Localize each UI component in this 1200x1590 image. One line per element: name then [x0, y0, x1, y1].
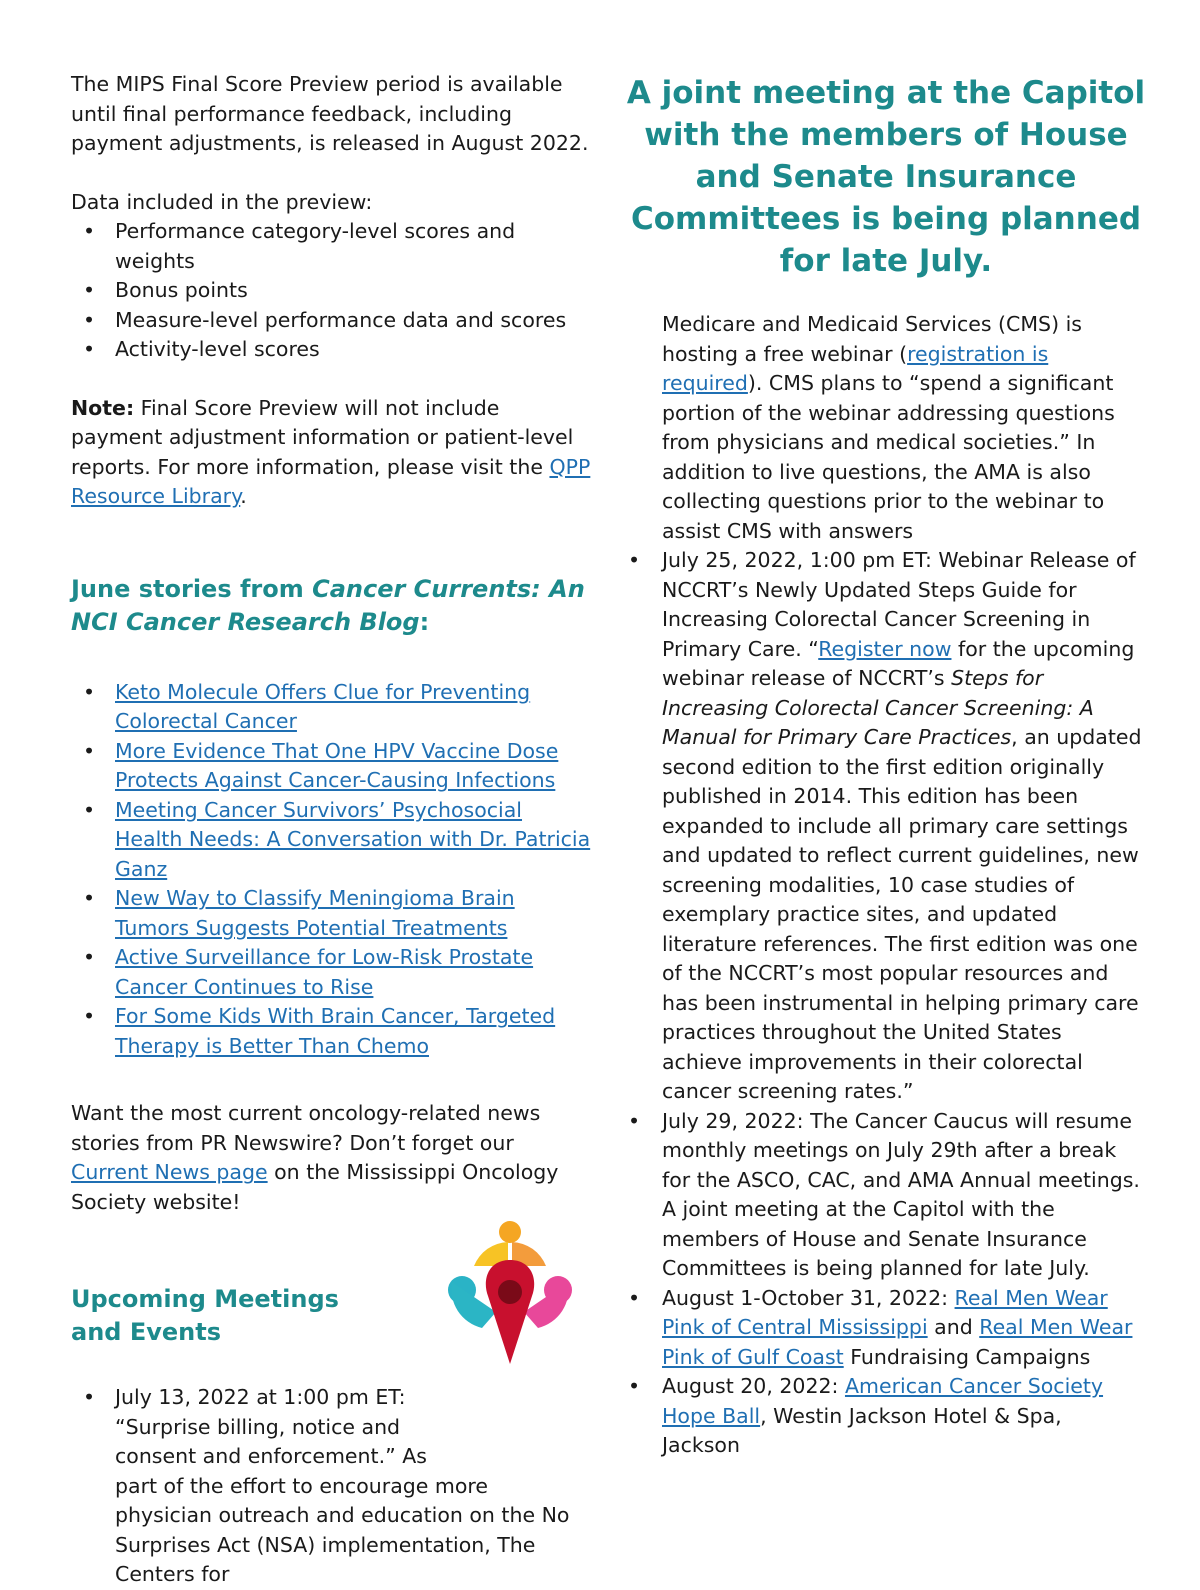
qpp-resource-library-link[interactable]: QPP Resource Library [71, 454, 591, 508]
list-item: • July 25, 2022, 1:00 pm ET: Webinar Release of NCCRT’s Newly Updated Steps Guide for Increasing Colorectal Cancer Screening in Primary Care. “Register now for the upcoming webinar release of NCCRT’s Steps for Increasing Colorectal Cancer Screening: A Manual for Primary Care Practices, an updated second edition to the first edition originally published in 2014. This edition has been expanded to include all primary care settings and updated to reflect current guidelines, new screening modalities, 10 case studies of exemplary practice sites, and updated literature references. The first edition was one of the NCCRT’s most popular resources and has been instrumental in helping primary care practices throughout the United States achieve improvements in their colorectal cancer screening rates.” [626, 546, 1146, 1107]
stories-list [71, 678, 591, 1062]
list-item: • Performance category-level scores and weights [71, 217, 591, 276]
cancer-currents-heading: June stories from Cancer Currents: An NCI Cancer Research Blog: [71, 574, 585, 636]
list-item [71, 1002, 591, 1061]
registration-link[interactable]: registration is required [662, 341, 1049, 395]
story-link-keto[interactable]: Keto Molecule Offers Clue for Preventing Colorectal Cancer [115, 679, 531, 733]
list-item: • Bonus points [71, 276, 591, 306]
list-item: • Activity-level scores [71, 335, 591, 365]
mips-list [71, 217, 591, 365]
meeting-item-july13: July 13, 2022 at 1:00 pm ET: “Surprise billing, notice and consent and enforcement.” As part of the effort to encourage more physician outreach and education on the No Surprises Act (NSA) implementation, The Centers for [115, 1385, 570, 1586]
list-item [71, 678, 591, 737]
webinar-continued: Medicare and Medicaid Services (CMS) is hosting a free webinar (registration is required). CMS plans to “spend a significant portion of the webinar addressing questions from physicians and medical societies.” In addition to live questions, the AMA is also collecting questions prior to the webinar to assist CMS with answers [662, 312, 1115, 543]
location-pin-people-icon [444, 1220, 576, 1370]
list-item [71, 737, 591, 796]
headline: A joint meeting at the Capitol with the members of House and Senate Insurance Committees is being planned for late July. [626, 75, 1146, 279]
mips-note: Note: Final Score Preview will not include payment adjustment information or patient-level reports. For more information, please visit the QPP Resource Library. [71, 395, 591, 508]
list-item: • August 20, 2022: American Cancer Society Hope Ball, Westin Jackson Hotel & Spa, Jackson [626, 1372, 1146, 1461]
story-link-meningioma[interactable]: New Way to Classify Meningioma Brain Tumors Suggests Potential Treatments [115, 886, 515, 940]
rmwp-central-ms-link[interactable]: Real Men Wear Pink of Central Mississippi [662, 1285, 1108, 1339]
story-link-hpv[interactable]: More Evidence That One HPV Vaccine Dose Protects Against Cancer-Causing Infections [115, 738, 559, 792]
news-paragraph: Want the most current oncology-related news stories from PR Newswire? Don’t forget our Current News page on the Mississippi Oncology Society website! [71, 1101, 559, 1214]
register-now-link[interactable]: Register now [818, 636, 952, 661]
story-link-prostate[interactable]: Active Surveillance for Low-Risk Prostate Cancer Continues to Rise [115, 945, 534, 999]
list-item [71, 943, 591, 1002]
list-item [71, 1383, 591, 1590]
mips-intro: The MIPS Final Score Preview period is available until final performance feedback, including payment adjustments, is released in August 2022. [71, 72, 589, 155]
story-link-brain[interactable]: For Some Kids With Brain Cancer, Targeted Therapy is Better Than Chemo [115, 1004, 556, 1058]
mips-data-heading: Data included in the preview: [71, 189, 373, 214]
meetings-list-right [626, 546, 1146, 1461]
rmwp-gulf-coast-link[interactable]: Real Men Wear Pink of Gulf Coast [662, 1315, 1133, 1369]
note-label: Note: [71, 395, 135, 420]
right-column [626, 72, 1146, 1461]
list-item: • July 29, 2022: The Cancer Caucus will resume monthly meetings on July 29th after a break for the ASCO, CAC, and AMA Annual meetings. A joint meeting at the Capitol with the members of House and Senate Insurance Committees is being planned for late July. [626, 1107, 1146, 1284]
list-item [71, 884, 591, 943]
current-news-page-link[interactable]: Current News page [71, 1160, 268, 1184]
story-link-survivors[interactable]: Meeting Cancer Survivors’ Psychosocial Health Needs: A Conversation with Dr. Patricia Ganz [115, 797, 591, 881]
list-item: • Measure-level performance data and scores [71, 306, 591, 336]
hope-ball-link[interactable]: American Cancer Society Hope Ball [662, 1374, 1104, 1428]
meetings-heading: Upcoming Meetings and Events [71, 1285, 339, 1346]
meetings-list-left [71, 1383, 591, 1590]
list-item [71, 796, 591, 885]
list-item: • August 1-October 31, 2022: Real Men Wear Pink of Central Mississippi and Real Men Wear Pink of Gulf Coast Fundraising Campaigns [626, 1284, 1146, 1373]
